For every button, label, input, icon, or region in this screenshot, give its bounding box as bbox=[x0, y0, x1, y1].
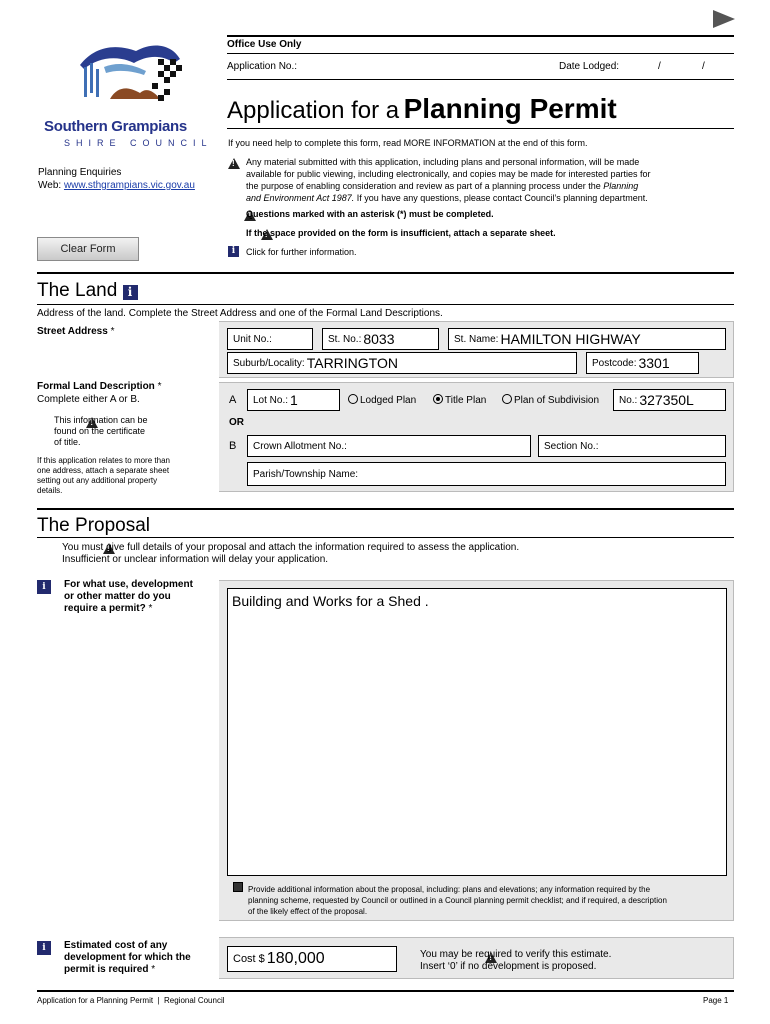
click-info-text: Click for further information. bbox=[246, 247, 357, 257]
proposal-warning: You must give full details of your proposal and attach the information required to assess the application. Insufficient or unclear information will delay your application. bbox=[62, 542, 520, 565]
or-label: OR bbox=[229, 417, 244, 428]
street-name-field[interactable]: St. Name: HAMILTON HIGHWAY bbox=[448, 328, 726, 350]
date-separator: / bbox=[702, 61, 705, 72]
section-title-land: The Land i bbox=[37, 280, 138, 302]
certificate-note: This information can be found on the certificate of title. bbox=[54, 415, 148, 447]
use-question: For what use, development or other matter do you require a permit? * bbox=[64, 579, 193, 614]
info-icon[interactable]: i bbox=[228, 246, 239, 257]
web-line: Web: www.sthgrampians.vic.gov.au bbox=[38, 180, 195, 191]
council-logo-icon bbox=[74, 37, 186, 117]
postcode-field[interactable]: Postcode: 3301 bbox=[586, 352, 699, 374]
provide-information-note: Provide additional information about the proposal, including: plans and elevations; any information required by the planning scheme, requested by Council or outlined in a Council planning permit checklist; and if required, a description of the likely effect of the proposal. bbox=[248, 885, 667, 916]
plan-type-lodged[interactable]: Lodged Plan bbox=[348, 394, 416, 406]
cost-question: Estimated cost of any development for which the permit is required * bbox=[64, 940, 191, 975]
lot-no-field[interactable]: Lot No.: 1 bbox=[247, 389, 340, 411]
space-notice: If the space provided on the form is insufficient, attach a separate sheet. bbox=[246, 228, 556, 238]
warning-icon bbox=[228, 158, 240, 169]
asterisk-notice: Questions marked with an asterisk (*) must be completed. bbox=[246, 209, 494, 219]
proposal-description-field[interactable] bbox=[227, 588, 727, 876]
info-icon[interactable]: i bbox=[37, 941, 51, 955]
formal-description-sub: Complete either A or B. bbox=[37, 394, 140, 405]
application-no-label: Application No.: bbox=[227, 61, 298, 72]
enquiries-label: Planning Enquiries bbox=[38, 167, 122, 178]
plan-type-title[interactable]: Title Plan bbox=[433, 394, 486, 406]
suburb-field[interactable]: Suburb/Locality: TARRINGTON bbox=[227, 352, 577, 374]
plan-number-field[interactable]: No.: 327350L bbox=[613, 389, 726, 411]
info-icon[interactable]: i bbox=[37, 580, 51, 594]
next-page-arrow-icon[interactable] bbox=[713, 10, 735, 28]
info-icon[interactable]: i bbox=[123, 285, 138, 300]
formal-description-label: Formal Land Description * bbox=[37, 381, 162, 392]
page-title: Application for a Planning Permit bbox=[227, 93, 617, 124]
verify-note: You may be required to verify this estimate. Insert ‘0’ if no development is proposed. bbox=[420, 949, 612, 972]
date-separator: / bbox=[658, 61, 661, 72]
option-a-label: A bbox=[229, 394, 237, 406]
option-b-label: B bbox=[229, 440, 237, 452]
cost-field[interactable]: Cost $ 180,000 bbox=[227, 946, 397, 972]
office-use-title: Office Use Only bbox=[227, 39, 302, 50]
clear-form-button[interactable]: Clear Form bbox=[37, 237, 139, 261]
radio-icon[interactable] bbox=[502, 394, 512, 404]
unit-no-field[interactable]: Unit No.: bbox=[227, 328, 313, 350]
multiple-address-note: If this application relates to more than one address, attach a separate sheet setting out any additional property details. bbox=[37, 456, 170, 495]
section-no-field[interactable]: Section No.: bbox=[538, 435, 726, 457]
note-icon bbox=[233, 882, 243, 892]
footer-title: Application for a Planning Permit | Regional Council bbox=[37, 996, 225, 1005]
logo-subtitle: SHIRE COUNCIL bbox=[64, 138, 213, 148]
land-intro: Address of the land. Complete the Street Address and one of the Formal Land Descriptions. bbox=[37, 308, 443, 319]
material-notice: Any material submitted with this application, including plans and personal information, will be made available for public viewing, including electronically, and copies may be made for interested parties for the purpose of enabling consideration and review as part of a planning process under the Planning and Environment Act 1987. If you have any questions, please contact Council’s planning department. bbox=[246, 157, 651, 203]
date-lodged-label: Date Lodged: bbox=[559, 61, 620, 72]
street-no-field[interactable]: St. No.: 8033 bbox=[322, 328, 439, 350]
parish-township-field[interactable]: Parish/Township Name: bbox=[247, 462, 726, 486]
page-number: Page 1 bbox=[703, 996, 729, 1005]
radio-selected-icon[interactable] bbox=[433, 394, 443, 404]
street-address-label: Street Address * bbox=[37, 326, 115, 337]
radio-icon[interactable] bbox=[348, 394, 358, 404]
logo-name: Southern Grampians bbox=[44, 118, 187, 135]
help-text: If you need help to complete this form, read MORE INFORMATION at the end of this form. bbox=[228, 138, 588, 148]
plan-type-subdivision[interactable]: Plan of Subdivision bbox=[502, 394, 599, 406]
section-title-proposal: The Proposal bbox=[37, 515, 151, 536]
council-website-link[interactable]: www.sthgrampians.vic.gov.au bbox=[63, 180, 195, 191]
crown-allotment-field[interactable]: Crown Allotment No.: bbox=[247, 435, 531, 457]
proposal-description-value: Building and Works for a Shed . bbox=[232, 593, 429, 609]
